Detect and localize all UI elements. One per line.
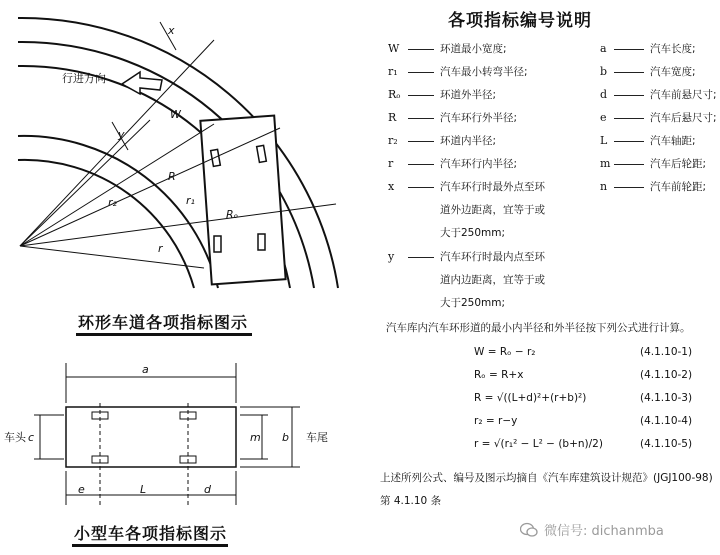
ring-caption-underline xyxy=(76,333,252,336)
dim-m: m xyxy=(250,431,261,444)
legend-desc: 环道内半径; xyxy=(440,135,497,147)
formula: R = √((L+d)²+(r+b)²) xyxy=(474,392,587,404)
legend-sym: L xyxy=(600,134,608,147)
formula: r = √(r₁² − L² − (b+n)/2) xyxy=(474,438,603,450)
formula: W = Rₒ − r₂ xyxy=(474,346,536,358)
legend-sym: n xyxy=(600,180,608,193)
label-r: r xyxy=(158,242,163,255)
legend-desc: 汽车后悬尺寸; xyxy=(650,112,717,124)
wechat-icon xyxy=(520,522,538,538)
legend-desc: 汽车宽度; xyxy=(650,66,696,78)
source-line-1: 上述所列公式、编号及图示均摘自《汽车库建筑设计规范》(JGJ100-98) xyxy=(380,472,713,484)
dim-c: c xyxy=(28,431,35,444)
legend-sym: m xyxy=(600,157,611,170)
formula-number: (4.1.10-4) xyxy=(640,415,693,427)
ring-diagram-caption: 环形车道各项指标图示 xyxy=(78,313,249,332)
legend-desc: 汽车前轮距; xyxy=(650,181,707,193)
formula: Rₒ = R+x xyxy=(474,369,524,381)
legend-desc: 环道外半径; xyxy=(440,89,497,101)
formula-number: (4.1.10-5) xyxy=(640,438,693,450)
dim-b: b xyxy=(282,431,289,444)
legend-desc: 汽车环行时最内点至环 xyxy=(440,251,545,263)
dim-d: d xyxy=(204,483,211,496)
legend-desc: 汽车环行外半径; xyxy=(440,112,518,124)
legend-sym: r xyxy=(388,157,394,170)
legend-sym: x xyxy=(388,180,395,193)
source-line-2: 第 4.1.10 条 xyxy=(380,495,442,507)
car-diagram-caption: 小型车各项指标图示 xyxy=(74,524,228,543)
radius-r xyxy=(20,246,204,268)
ring-road-diagram xyxy=(0,0,360,300)
legend-sym: r₁ xyxy=(388,65,398,78)
car-outline xyxy=(200,116,285,285)
legend-desc: 汽车轴距; xyxy=(650,135,696,147)
direction-label: 行进方向 xyxy=(62,72,106,85)
watermark-text: 微信号: dichanmba xyxy=(544,524,664,539)
legend-sym: W xyxy=(388,42,400,55)
legend-desc: 汽车最小转弯半径; xyxy=(440,66,528,78)
car-dimension-diagram xyxy=(0,355,360,515)
legend-desc-cont: 大于250mm; xyxy=(440,297,506,309)
legend-desc-cont: 道内边距离，宜等于或 xyxy=(440,274,545,286)
formula: r₂ = r−y xyxy=(474,415,518,427)
label-x: x xyxy=(168,24,175,37)
label-Ro: Rₒ xyxy=(226,208,239,221)
radius-r2 xyxy=(20,120,150,246)
label-W: W xyxy=(170,108,181,121)
legend-sym: r₂ xyxy=(388,134,398,147)
legend-desc: 汽车环行时最外点至环 xyxy=(440,181,545,193)
legend-sym: y xyxy=(388,250,395,263)
dim-e: e xyxy=(78,483,85,496)
dim-a: a xyxy=(142,363,149,376)
car-rear-label: 车尾 xyxy=(306,431,328,444)
legend-sym: R xyxy=(388,111,397,124)
legend-desc: 环道最小宽度; xyxy=(440,43,507,55)
radius-W xyxy=(20,40,214,246)
inner-ring-arc-2 xyxy=(18,136,218,288)
watermark xyxy=(520,520,664,539)
formula-number: (4.1.10-3) xyxy=(640,392,693,404)
car-caption-underline xyxy=(72,544,228,547)
legend-sym: e xyxy=(600,111,607,124)
label-y: y xyxy=(118,128,125,141)
legend-sym: d xyxy=(600,88,608,101)
legend-sym: a xyxy=(600,42,607,55)
legend-desc: 汽车后轮距; xyxy=(650,158,707,170)
label-r2: r₂ xyxy=(108,196,117,209)
legend-desc: 汽车前悬尺寸; xyxy=(650,89,717,101)
legend-desc-cont: 大于250mm; xyxy=(440,227,506,239)
dim-L: L xyxy=(140,483,147,496)
car-front-label: 车头 xyxy=(4,431,26,444)
formula-number: (4.1.10-1) xyxy=(640,346,693,358)
label-R: R xyxy=(168,170,176,183)
legend-sym: Rₒ xyxy=(388,88,401,101)
legend-sym: b xyxy=(600,65,608,78)
page-title: 各项指标编号说明 xyxy=(448,11,592,31)
direction-arrow-icon xyxy=(122,72,162,94)
formula-intro: 汽车库内汽车环形道的最小内半径和外半径按下列公式进行计算。 xyxy=(386,322,691,334)
legend-desc: 汽车环行内半径; xyxy=(440,158,518,170)
label-r1: r₁ xyxy=(186,194,195,207)
legend-desc: 汽车长度; xyxy=(650,43,696,55)
formula-number: (4.1.10-2) xyxy=(640,369,693,381)
legend-desc-cont: 道外边距离，宜等于或 xyxy=(440,204,545,216)
